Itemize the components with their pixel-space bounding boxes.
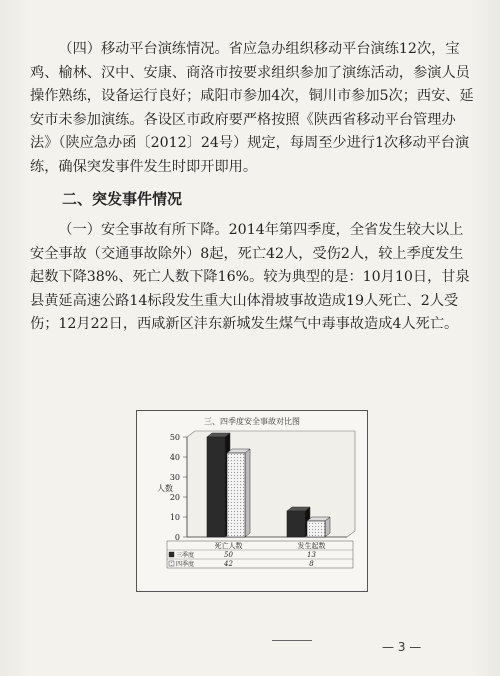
y-tick-label: 50 [169, 433, 180, 442]
chart-title: 三、四季度安全事故对比图 [204, 417, 300, 426]
bar-三季度-发生起数 [287, 511, 305, 537]
accident-comparison-chart [137, 411, 367, 591]
data-label: 42 [224, 560, 233, 568]
bar-四季度-发生起数 [307, 521, 325, 537]
legend-label-三季度: 三季度 [176, 552, 195, 559]
legend-label-四季度: 四季度 [176, 561, 195, 568]
y-tick-label: 0 [174, 533, 180, 542]
paragraph-mobile-platform: （四）移动平台演练情况。省应急办组织移动平台演练12次，宝鸡、榆林、汉中、安康、商洛市按要求组织参加了演练活动，参演人员操作熟练，设备运行良好；咸阳市参加4次，铜川市参加5次；西安、延安市未参加演练。各设区市政府要严格按照《陕西省移动平台管理办法》（陕应急办函〔2012〕24号）规定，每周至少进行1次移动平台演练，确保突发事件发生时即开即用。 [30, 41, 474, 175]
y-tick-label: 40 [169, 453, 180, 462]
x-category-label: 发生起数 [297, 542, 326, 550]
data-label: 50 [224, 551, 233, 559]
legend-swatch-四季度 [169, 561, 174, 566]
x-category-label: 死亡人数 [214, 542, 243, 550]
paragraph-safety-accidents: （一）安全事故有所下降。2014年第四季度，全省发生较大以上安全事故（交通事故除外）8起，死亡42人，受伤2人，较上季度发生起数下降38%、死亡人数下降16%。较为典型的是：10月10日，甘泉县黄延高速公路14标段发生重大山体滑坡事故造成19人死亡、2人受伤；12月22日，西咸新区沣东新城发生煤气中毒事故造成4人死亡。 [30, 222, 470, 333]
footer-divider [272, 640, 312, 641]
bar-四季度-死亡人数 [227, 453, 245, 537]
chart-container [136, 410, 368, 592]
bar-side-face [245, 449, 250, 537]
page-number: — 3 — [382, 640, 422, 654]
y-axis-label: 人数 [157, 484, 173, 493]
bar-三季度-死亡人数 [207, 437, 225, 537]
section-heading: 二、突发事件情况 [62, 190, 183, 208]
legend-swatch-三季度 [169, 552, 174, 557]
data-label: 13 [307, 551, 316, 559]
y-tick-label: 30 [169, 473, 180, 482]
data-label: 8 [309, 560, 314, 568]
y-tick-label: 20 [169, 493, 180, 502]
y-tick-label: 10 [169, 513, 180, 522]
